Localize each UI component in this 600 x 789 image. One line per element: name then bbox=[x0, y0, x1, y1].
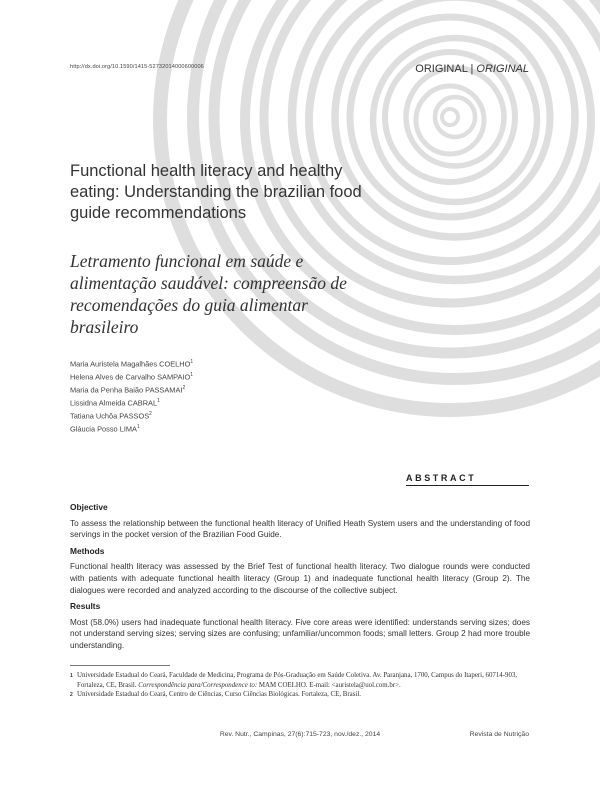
doi-link[interactable]: http://dx.doi.org/10.1590/1415-52732014000600006 bbox=[70, 64, 204, 70]
abstract-rule bbox=[406, 485, 529, 486]
spiral-ring bbox=[350, 17, 550, 217]
author-item: Gláucia Posso LIMA$^1$ bbox=[70, 424, 140, 434]
methods-text: Functional health literacy was assessed by the Brief Test of functional health literacy. Two dialogue rounds were conducted with patients with adequate functional health literacy (Group 1) and inadequate functional health literacy (Group 2). The dialogues were recorded and analyzed according to the discourse of the collective subject. bbox=[70, 562, 530, 595]
results-text: Most (58.0%) users had inadequate functional health literacy. Five core areas were identified: understands serving sizes; does not understand serving sizes; serving sizes are confusing; unfamiliar/uncommon foods; small letters. Group 2 had more trouble understanding. bbox=[70, 617, 530, 650]
author-item: Tatiana Uchôa PASSOS$^2$ bbox=[70, 411, 152, 421]
badge-separator: | bbox=[470, 63, 474, 75]
badge-original-en: ORIGINAL bbox=[476, 63, 529, 75]
results-heading: Results bbox=[70, 601, 101, 612]
author-list bbox=[70, 357, 193, 435]
abstract-body bbox=[70, 502, 530, 652]
author-item: Lissidna Almeida CABRAL$^1$ bbox=[70, 398, 160, 408]
footnote-divider bbox=[70, 665, 170, 666]
objective-heading: Objective bbox=[70, 502, 108, 512]
methods-heading: Methods bbox=[70, 545, 105, 556]
section-badge bbox=[415, 63, 529, 75]
abstract-heading: ABSTRACT bbox=[406, 473, 477, 483]
footnotes bbox=[70, 671, 530, 701]
title-portuguese: Letramento funcional em saúde e alimentação saudável: compreensão de recomendações do guia alimentar brasileiro bbox=[70, 251, 347, 337]
author-item: Maria da Penha Baião PASSAMAI$^2$ bbox=[70, 385, 186, 395]
footer-journal: Revista de Nutrição bbox=[469, 731, 529, 738]
footer-citation: Rev. Nutr., Campinas, 27(6):715-723, nov./dez., 2014 bbox=[219, 731, 381, 738]
author-item: Maria Auristela Magalhães COELHO$^1$ bbox=[70, 359, 194, 369]
footnote-2: 2 Universidade Estadual do Ceará, Centro de Ciências, Curso Ciências Biológicas. Fortaleza, CE, Brasil. bbox=[70, 691, 361, 699]
title-english: Functional health literacy and healthy eating: Understanding the brazilian food guide recommendations bbox=[70, 162, 362, 222]
objective-text: To assess the relationship between the functional health literacy of Unified Heath System users and the understanding of food servings in the pocket version of the Brazilian Food Guide. bbox=[70, 518, 530, 540]
badge-original-pt: ORIGINAL bbox=[415, 63, 468, 75]
author-item: Helena Alves de Carvalho SAMPAIO$^1$ bbox=[70, 372, 194, 382]
spiral-ring bbox=[442, 109, 458, 125]
footnote-1: 1 Universidade Estadual do Ceará, Faculdade de Medicina, Programa de Pós-Graduação em Saúde Coletiva. Av. Paranjana, 1700, Campus do Itaperi, 60714-903, Fortaleza, CE, Brasil. Correspondência para/Correspondence to: MAM COELHO. E-mail: <auristela@uol.com.br>. bbox=[70, 672, 518, 689]
